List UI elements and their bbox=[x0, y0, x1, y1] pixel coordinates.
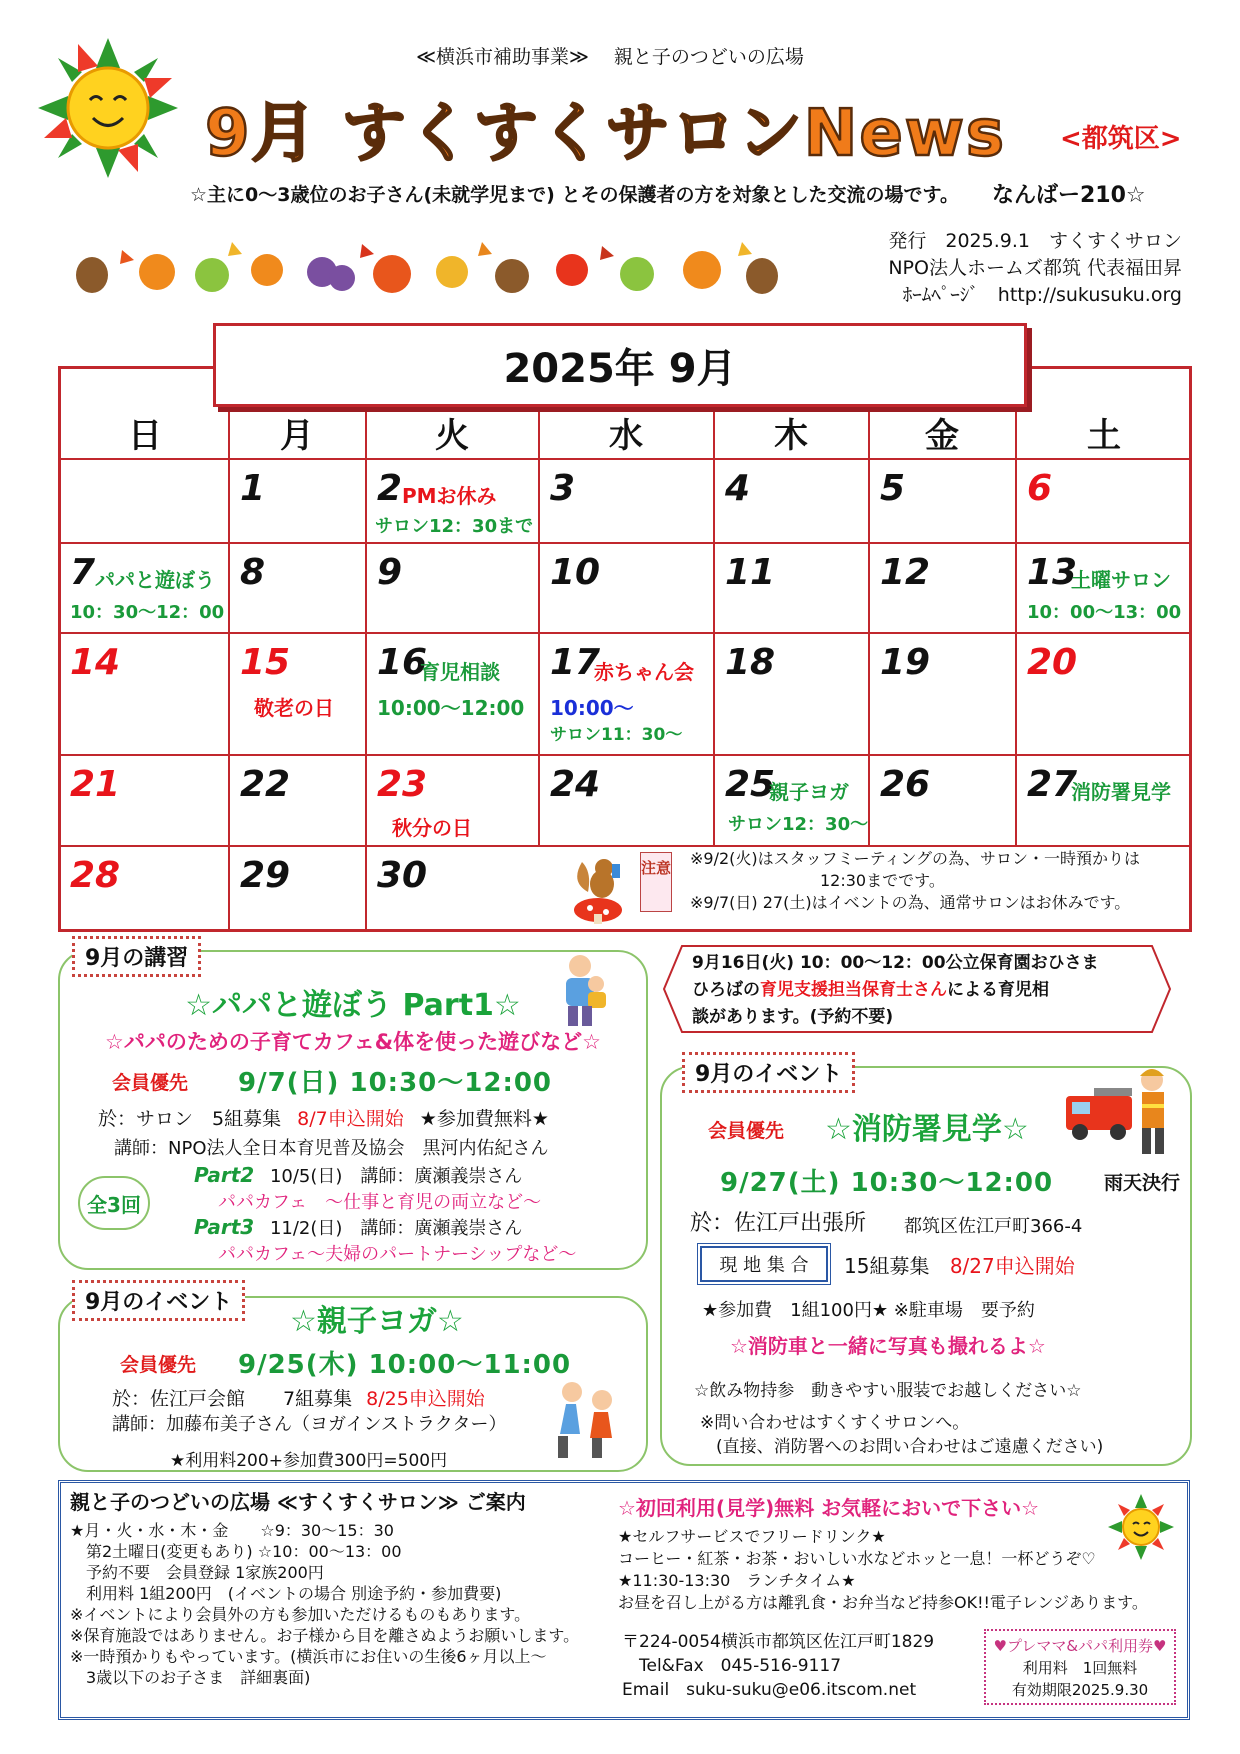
part2-subtitle: パパカフェ ～仕事と育児の両立など～ bbox=[218, 1192, 542, 1213]
salon-info-heading: 親と子のつどいの広場 ≪すくすくサロン≫ ご案内 bbox=[70, 1490, 526, 1514]
consult-line-2a: ひろばの bbox=[692, 980, 760, 1000]
weekday-tue: 火 bbox=[435, 416, 469, 456]
day-17-event: 赤ちゃん会 bbox=[594, 660, 694, 684]
lecture-title: ☆パパと遊ぼう Part1☆ bbox=[185, 988, 521, 1023]
sun-icon bbox=[38, 38, 178, 178]
fire-place: 於：佐江戸出張所 bbox=[690, 1211, 867, 1236]
lecture-lecturer: 講師：NPO法人全日本育児普及協会 黒河内佑紀さん bbox=[114, 1138, 549, 1159]
calendar-notes bbox=[690, 848, 1190, 914]
grid-line bbox=[228, 366, 230, 932]
day-21: 21 bbox=[70, 764, 121, 805]
day-17: 17 bbox=[550, 642, 601, 683]
fire-recruit-line bbox=[844, 1250, 1075, 1279]
newsletter-title: 9月 すくすくサロンNews bbox=[205, 97, 1006, 171]
free-use-coupon bbox=[984, 1629, 1176, 1705]
day-25: 25 bbox=[725, 764, 776, 805]
day-28: 28 bbox=[70, 855, 121, 896]
day-27-event: 消防署見学 bbox=[1071, 780, 1171, 804]
free-drink: ★セルフサービスでフリードリンク★ bbox=[618, 1527, 886, 1546]
autumn-garland bbox=[62, 230, 842, 300]
day-13-time: 10：00～13：00 bbox=[1027, 602, 1182, 623]
info-fee: 利用料 1組200円 (イベントの場合 別途予約・参加費要) bbox=[70, 1584, 502, 1603]
fire-address: 都筑区佐江戸町366-4 bbox=[904, 1216, 1083, 1237]
day-11: 11 bbox=[725, 552, 776, 593]
day-24: 24 bbox=[550, 764, 601, 805]
day-6: 6 bbox=[1027, 468, 1053, 509]
day-15-holiday: 敬老の日 bbox=[254, 696, 334, 720]
caution-tag: 注意 bbox=[640, 852, 672, 912]
weekday-wed: 水 bbox=[609, 416, 643, 456]
homepage-link[interactable]: ﾎｰﾑﾍﾟｰｼﾞ http://sukusuku.org bbox=[902, 284, 1182, 306]
note-2: ※9/7(日) 27(土)はイベントの為、通常サロンはお休みです。 bbox=[690, 893, 1131, 912]
fire-title: ☆消防署見学☆ bbox=[825, 1112, 1029, 1147]
weekday-sat: 土 bbox=[1087, 416, 1121, 456]
yoga-tag: 9月のイベント bbox=[72, 1280, 245, 1321]
info-note-2: ※保育施設ではありません。お子様から目を離さぬようお願いします。 bbox=[70, 1626, 580, 1645]
lunch-detail: お昼を召し上がる方は離乳食・お弁当など持参OK!!電子レンジあります。 bbox=[618, 1593, 1148, 1612]
day-18: 18 bbox=[725, 642, 776, 683]
coupon-expiry: 有効期限2025.9.30 bbox=[1011, 1681, 1149, 1699]
weekday-fri: 金 bbox=[925, 416, 959, 456]
coupon-title: ♥プレママ&パパ利用券♥ bbox=[993, 1637, 1167, 1655]
day-2-event: PMお休み bbox=[402, 484, 497, 508]
info-note-3: ※一時預かりもやっています。(横浜市にお住いの生後6ヶ月以上～ bbox=[70, 1647, 547, 1666]
grid-line bbox=[58, 845, 1192, 847]
day-19: 19 bbox=[880, 642, 931, 683]
grid-line bbox=[713, 366, 715, 846]
lecture-date: 9/7(日) 10:30～12:00 bbox=[238, 1068, 553, 1098]
day-2-note: サロン12：30まで bbox=[375, 516, 534, 537]
yoga-date: 9/25(木) 10:00～11:00 bbox=[238, 1350, 572, 1380]
day-25-note: サロン12：30～ bbox=[728, 814, 869, 835]
calendar-title-box bbox=[213, 323, 1027, 407]
part3-label: Part3 bbox=[194, 1215, 255, 1239]
fire-inquiry-note: (直接、消防署へのお問い合わせはご遠慮ください) bbox=[716, 1437, 1104, 1457]
yoga-lecturer: 講師：加藤布美子さん（ヨガインストラクター） bbox=[112, 1414, 507, 1435]
issue-number: なんばー210☆ bbox=[992, 183, 1146, 208]
day-15: 15 bbox=[240, 642, 291, 683]
part2-label: Part2 bbox=[194, 1163, 255, 1187]
part3-text: 11/2(日) 講師：廣瀬義崇さん bbox=[269, 1218, 523, 1239]
fire-bring: ☆飲み物持参 動きやすい服装でお越しください☆ bbox=[694, 1381, 1082, 1401]
weekday-thu: 木 bbox=[774, 416, 808, 456]
day-9: 9 bbox=[377, 552, 403, 593]
day-17-note: サロン11：30～ bbox=[550, 725, 683, 745]
fire-date: 9/27(土) 10:30～12:00 bbox=[720, 1168, 1054, 1198]
email-link[interactable]: Email suku-suku@e06.itscom.net bbox=[622, 1680, 917, 1700]
yoga-place-text: 於：佐江戸会館 7組募集 bbox=[112, 1388, 353, 1410]
lecture-place bbox=[98, 1104, 549, 1131]
grid-line bbox=[365, 366, 367, 932]
first-visit-free: ☆初回利用(見学)無料 お気軽においで下さい☆ bbox=[618, 1496, 1040, 1520]
lecture-subtitle: ☆パパのための子育てカフェ&体を使った遊びなど☆ bbox=[105, 1030, 601, 1054]
day-10: 10 bbox=[550, 552, 601, 593]
consult-staff: 育児支援担当保育士さん bbox=[760, 980, 947, 1000]
day-12: 12 bbox=[880, 552, 931, 593]
grid-line bbox=[538, 366, 540, 846]
ward-label: <都筑区> bbox=[1060, 124, 1182, 154]
day-27: 27 bbox=[1027, 764, 1078, 805]
day-14: 14 bbox=[70, 642, 121, 683]
day-7-time: 10：30～12：00 bbox=[70, 602, 225, 623]
lecture-place-text: 於：サロン 5組募集 bbox=[98, 1108, 282, 1130]
member-priority: 会員優先 bbox=[112, 1072, 189, 1094]
consultation-text bbox=[692, 950, 1172, 1031]
part3-line bbox=[194, 1214, 522, 1240]
yoga-fee: ★利用料200+参加費300円=500円 bbox=[170, 1451, 448, 1471]
drink-detail: コーヒー・紅茶・お茶・おいしい水などホッと一息！一杯どうぞ♡ bbox=[618, 1549, 1096, 1568]
fire-recruit: 15組募集 bbox=[844, 1254, 930, 1278]
yoga-member-priority: 会員優先 bbox=[120, 1354, 197, 1376]
day-30: 30 bbox=[377, 855, 428, 896]
day-17-time: 10:00～ bbox=[550, 696, 634, 720]
fire-rain: 雨天決行 bbox=[1104, 1172, 1181, 1194]
day-16-event: 育児相談 bbox=[420, 660, 500, 684]
grid-line bbox=[868, 366, 870, 846]
day-3: 3 bbox=[550, 468, 576, 509]
note-1-cont: 12:30までです。 bbox=[820, 871, 945, 890]
consult-line-2c: による育児相 bbox=[947, 980, 1049, 1000]
consult-line-2 bbox=[692, 977, 1172, 1004]
day-23: 23 bbox=[377, 764, 428, 805]
info-saturday: 第2土曜日(変更もあり) ☆10：00～13：00 bbox=[70, 1542, 402, 1561]
day-23-holiday: 秋分の日 bbox=[392, 816, 472, 840]
tagline: ☆主に0～3歳位のお子さん(未就学児まで) とその保護者の方を対象とした交流の場です。 bbox=[190, 184, 959, 206]
day-8: 8 bbox=[240, 552, 266, 593]
grid-line bbox=[1015, 366, 1017, 846]
day-5: 5 bbox=[880, 468, 906, 509]
day-29: 29 bbox=[240, 855, 291, 896]
info-note-1: ※イベントにより会員外の方も参加いただけるものもあります。 bbox=[70, 1605, 531, 1624]
grid-line bbox=[58, 632, 1192, 634]
yoga-place bbox=[112, 1384, 485, 1411]
yoga-apply: 8/25申込開始 bbox=[366, 1388, 485, 1410]
day-16-time: 10:00～12:00 bbox=[377, 696, 525, 720]
tel-fax: Tel&Fax 045-516-9117 bbox=[622, 1656, 842, 1676]
lecture-fee: ★参加費無料★ bbox=[419, 1108, 549, 1130]
part2-text: 10/5(日) 講師：廣瀬義崇さん bbox=[269, 1166, 523, 1187]
weekday-sun: 日 bbox=[128, 416, 162, 456]
salon-info-details bbox=[70, 1520, 630, 1688]
organization: NPO法人ホームズ都筑 代表福田昇 bbox=[888, 257, 1182, 279]
salon-services bbox=[618, 1526, 1178, 1614]
yoga-title: ☆親子ヨガ☆ bbox=[290, 1304, 464, 1339]
fire-tag: 9月のイベント bbox=[682, 1052, 855, 1093]
info-registration: 予約不要 会員登録 1家族200円 bbox=[70, 1563, 324, 1582]
day-13: 13 bbox=[1027, 552, 1078, 593]
fire-inquiry: ※問い合わせはすくすくサロンへ。 bbox=[700, 1413, 970, 1433]
issue-date: 発行 2025.9.1 すくすくサロン bbox=[888, 230, 1182, 252]
fire-fee: ★参加費 1組100円★ ※駐車場 要予約 bbox=[702, 1300, 1035, 1321]
squirrel-icon bbox=[560, 852, 636, 926]
series-badge: 全3回 bbox=[78, 1176, 150, 1230]
day-7: 7 bbox=[70, 552, 96, 593]
meet-on-site-badge: 現 地 集 合 bbox=[700, 1246, 828, 1282]
day-7-event: パパと遊ぼう bbox=[95, 568, 215, 592]
part3-subtitle: パパカフェ～夫婦のパートナーシップなど～ bbox=[218, 1244, 577, 1265]
grid-line bbox=[58, 754, 1192, 756]
grid-line bbox=[58, 458, 1192, 460]
grid-line bbox=[58, 542, 1192, 544]
fire-member-priority: 会員優先 bbox=[708, 1120, 785, 1142]
lecture-apply: 8/7申込開始 bbox=[297, 1108, 404, 1130]
fire-truck-icon bbox=[1064, 1066, 1174, 1160]
info-hours: ★月・火・水・木・金 ☆9：30～15：30 bbox=[70, 1521, 394, 1540]
consult-line-1: 9月16日(火) 10：00～12：00公立保育園おひさま bbox=[692, 953, 1099, 973]
day-20: 20 bbox=[1027, 642, 1078, 683]
info-note-4: 3歳以下のお子さま 詳細裏面) bbox=[70, 1668, 311, 1687]
lecture-tag: 9月の講習 bbox=[72, 936, 201, 977]
consult-line-3: 談があります。(予約不要) bbox=[692, 1007, 894, 1027]
day-16: 16 bbox=[377, 642, 428, 683]
day-13-event: 土曜サロン bbox=[1071, 568, 1171, 592]
lunch-time: ★11:30-13:30 ランチタイム★ bbox=[618, 1571, 856, 1590]
day-1: 1 bbox=[240, 468, 266, 509]
parent-child-yoga-icon bbox=[548, 1376, 626, 1462]
postal-address: 〒224-0054横浜市都筑区佐江戸町1829 bbox=[622, 1632, 935, 1652]
day-26: 26 bbox=[880, 764, 931, 805]
part2-line bbox=[194, 1162, 522, 1188]
calendar-title: 2025年 9月 bbox=[503, 345, 737, 392]
day-2: 2 bbox=[377, 468, 403, 509]
day-22: 22 bbox=[240, 764, 291, 805]
weekday-mon: 月 bbox=[280, 416, 314, 456]
day-25-event: 親子ヨガ bbox=[769, 780, 849, 804]
publication-info bbox=[852, 228, 1182, 309]
note-1: ※9/2(火)はスタッフミーティングの為、サロン・一時預かりは bbox=[690, 849, 1141, 868]
day-4: 4 bbox=[725, 468, 751, 509]
subsidy-line: ≪横浜市補助事業≫ 親と子のつどいの広場 bbox=[416, 46, 804, 68]
salon-address bbox=[622, 1630, 934, 1702]
fire-apply: 8/27申込開始 bbox=[949, 1254, 1075, 1278]
fire-photo: ☆消防車と一緒に写真も撮れるよ☆ bbox=[730, 1334, 1046, 1358]
coupon-benefit: 利用料 1回無料 bbox=[1022, 1659, 1138, 1677]
